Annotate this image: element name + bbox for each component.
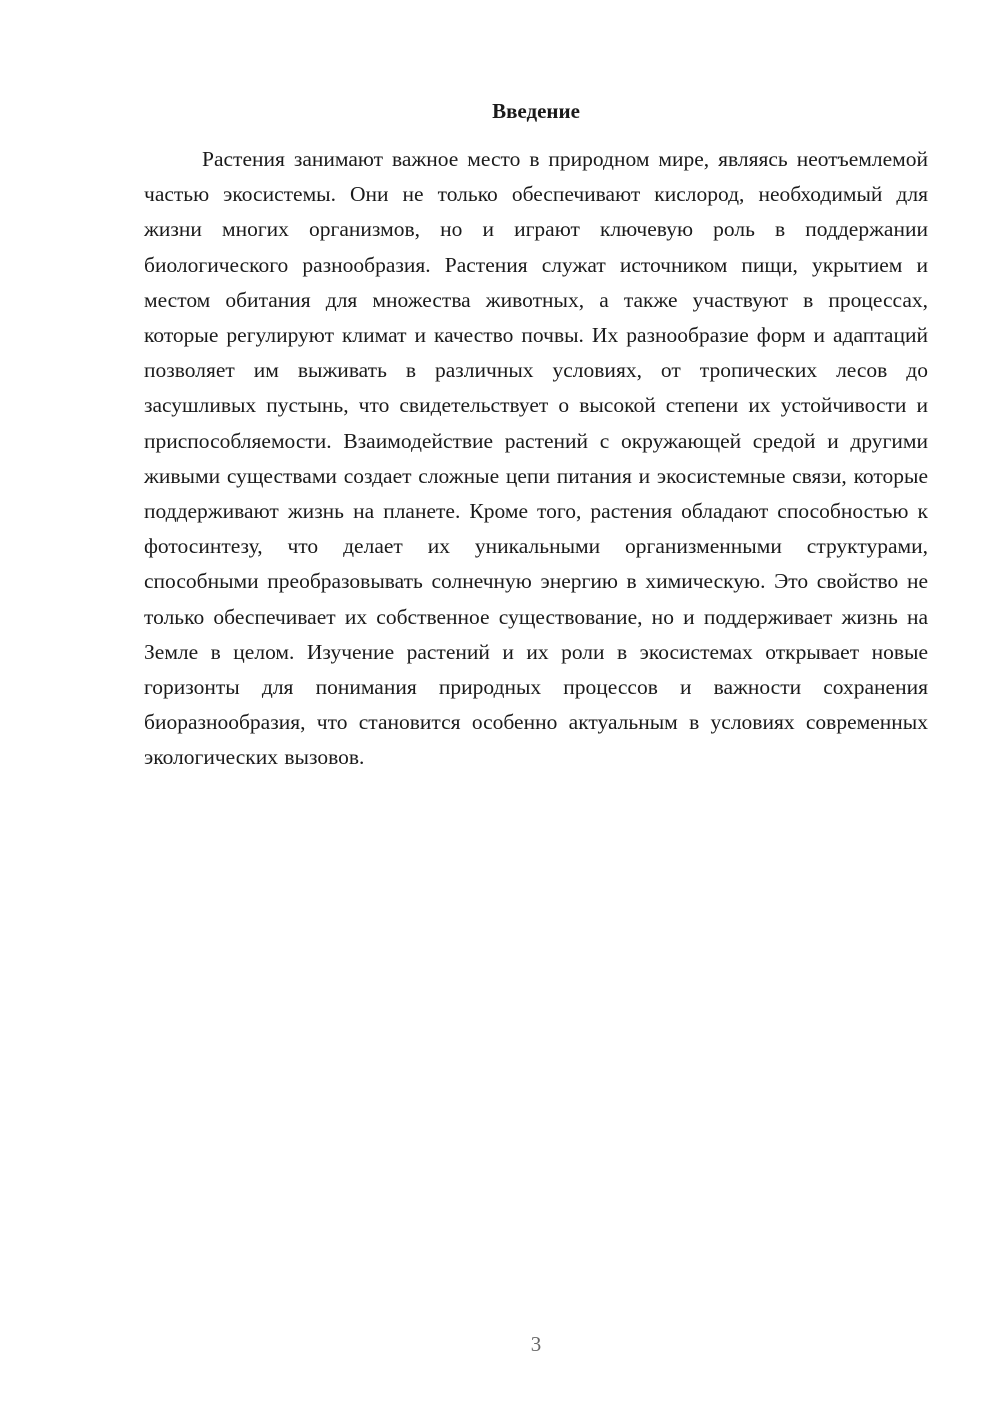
section-heading: Введение [492, 99, 580, 123]
body-paragraph: Растения занимают важное место в природном мире, являясь неотъемлемой частью экосистемы. Они не только обеспечивают кислород, необходимый для жизни многих организмов, но и играют ключевую роль в поддержании биологического разнообразия. Растения служат источником пищи, укрытием и местом обитания для множества животных, а также участвуют в процессах, которые регулируют климат и качество почвы. Их разнообразие форм и адаптаций позволяет им выживать в различных условиях, от тропических лесов до засушливых пустынь, что свидетельствует о высокой степени их устойчивости и приспособляемости. Взаимодействие растений с окружающей средой и другими живыми существами создает сложные цепи питания и экосистемные связи, которые поддерживают жизнь на планете. Кроме того, растения обладают способностью к фотосинтезу, что делает их уникальными организменными структурами, способными преобразовывать солнечную энергию в химическую. Это свойство не только обеспечивает их собственное существование, но и поддерживает жизнь на Земле в целом. Изучение растений и их роли в экосистемах открывает новые горизонты для понимания природных процессов и важности сохранения биоразнообразия, что становится особенно актуальным в условиях современных экологических вызовов. [144, 147, 928, 770]
page-number: 3 [530, 1332, 542, 1356]
